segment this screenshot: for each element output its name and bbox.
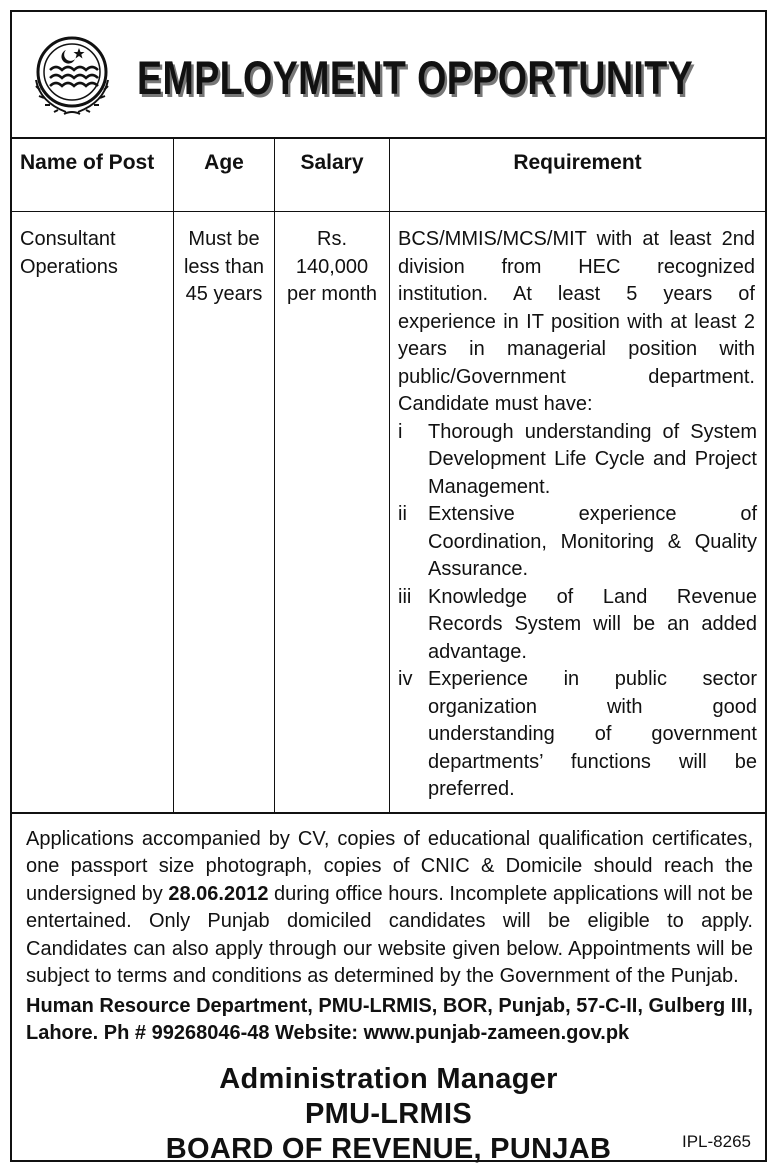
notice-text-after-date: during office hours. Incomplete applications will not be entertained. Only Punjab domiciled candidates will be eligible to apply. Candidates can also apply through our website given below. Appointments will be subject to terms and conditions as determined by the Government of the Punjab. — [26, 882, 754, 987]
column-header-salary: Salary — [275, 139, 390, 212]
signatory-title: Administration Manager — [219, 1062, 558, 1095]
page-title: EMPLOYMENT OPPORTUNITY — [137, 51, 694, 104]
signature-block — [12, 1062, 765, 1167]
list-item-number: iii — [398, 585, 412, 608]
cell-post-name: Consultant Operations — [12, 212, 174, 812]
notice-text — [26, 826, 753, 991]
list-item-number: iv — [398, 668, 413, 690]
list-item — [398, 666, 757, 804]
table-row — [12, 212, 765, 812]
column-header-post: Name of Post — [12, 139, 174, 212]
advertisement — [10, 10, 767, 1165]
list-item-number: i — [398, 420, 403, 443]
table-header-row — [12, 139, 765, 212]
list-item-text: Experience in public sector organization with good understanding of government departments’ functions will be preferred. — [428, 668, 757, 800]
punjab-emblem-icon — [26, 30, 118, 120]
cell-requirement — [390, 212, 766, 812]
list-item-text: Extensive experience of Coordination, Monitoring & Quality Assurance. — [428, 503, 757, 580]
cell-age: Must be less than 45 years — [174, 212, 275, 812]
requirement-intro: BCS/MMIS/MCS/MIT with at least 2nd division from HEC recognized institution. At least 5 years of experience in IT position with at least 2 years in managerial position with public/Government department. Candidate must have: — [398, 228, 755, 415]
signatory-unit: PMU-LRMIS — [304, 1097, 472, 1130]
requirement-list — [398, 419, 757, 804]
column-header-requirement: Requirement — [390, 139, 766, 212]
notice-text-before-date: Applications accompanied by CV, copies of educational qualification certificates, one passport size photograph, copies of CNIC & Domicile should reach the undersigned by — [26, 827, 753, 905]
positions-table — [12, 139, 765, 812]
application-notice — [12, 812, 765, 1048]
ad-header — [12, 12, 765, 139]
list-item-text: Knowledge of Land Revenue Records System will be an added advantage. — [428, 585, 757, 663]
list-item — [398, 501, 757, 584]
reference-number: IPL-8265 — [682, 1132, 751, 1151]
list-item-number: ii — [398, 503, 407, 525]
list-item-text: Thorough understanding of System Development Life Cycle and Project Management. — [428, 420, 757, 498]
deadline-date: 28.06.2012 — [168, 882, 269, 905]
list-item — [398, 419, 757, 502]
cell-salary: Rs. 140,000 per month — [275, 212, 390, 812]
contact-address: Human Resource Department, PMU-LRMIS, BOR, Punjab, 57-C-II, Gulberg III, Lahore. Ph # 99268046-48 Website: www.punjab-zameen.gov.pk — [26, 994, 753, 1044]
signatory-organization: BOARD OF REVENUE, PUNJAB — [165, 1132, 612, 1165]
column-header-age: Age — [174, 139, 275, 212]
list-item — [398, 584, 757, 667]
